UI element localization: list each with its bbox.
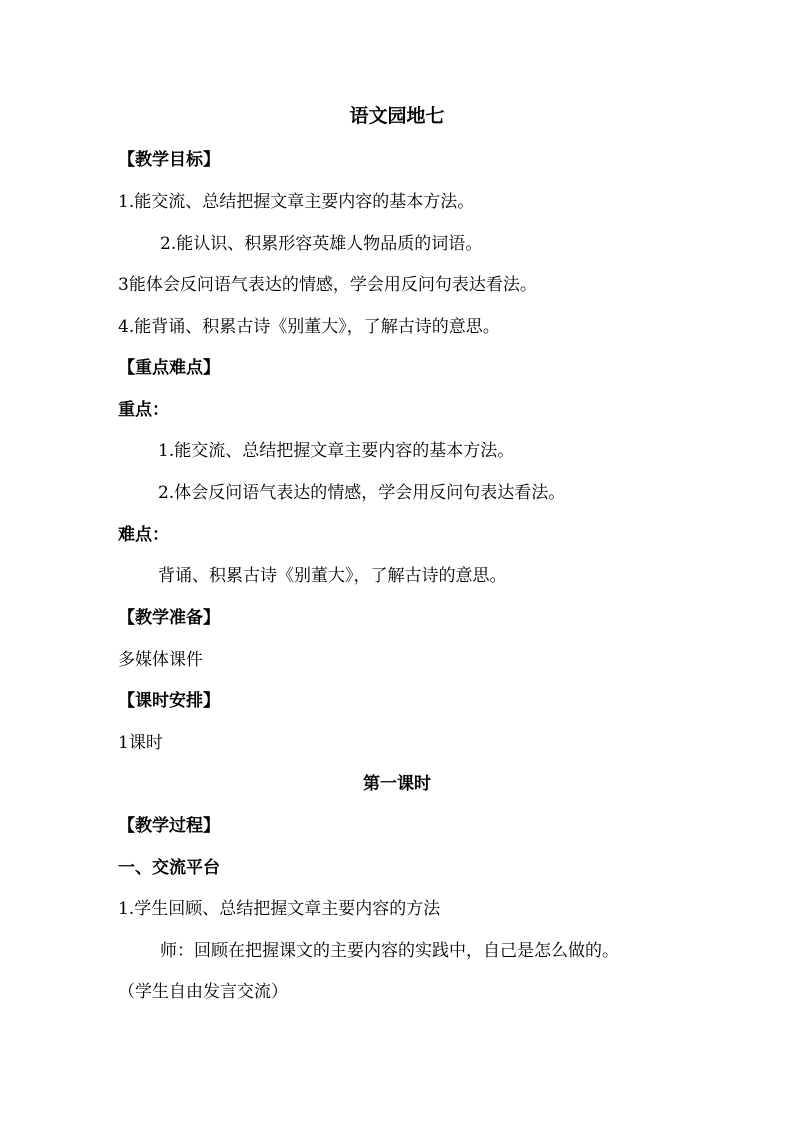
schedule-heading: 【课时安排】 — [118, 691, 220, 711]
part1-item-1: 1.学生回顾、总结把握文章主要内容的方法 — [118, 899, 441, 919]
objective-item-3: 3能体会反问语气表达的情感，学会用反问句表达看法。 — [118, 275, 537, 295]
teacher-line: 师：回顾在把握课文的主要内容的实践中，自己是怎么做的。 — [160, 941, 619, 961]
objective-item-4: 4.能背诵、积累古诗《别董大》，了解古诗的意思。 — [118, 317, 500, 337]
objectives-heading: 【教学目标】 — [118, 150, 220, 170]
objective-item-1: 1.能交流、总结把握文章主要内容的基本方法。 — [118, 192, 475, 212]
key-points-label: 重点： — [118, 400, 169, 420]
key-point-2: 2.体会反问语气表达的情感，学会用反问句表达看法。 — [158, 483, 566, 503]
process-heading: 【教学过程】 — [118, 816, 220, 836]
key-point-1: 1.能交流、总结把握文章主要内容的基本方法。 — [158, 441, 515, 461]
part1-heading: 一、交流平台 — [118, 858, 220, 878]
preparation-heading: 【教学准备】 — [118, 608, 220, 628]
lesson-title: 第一课时 — [363, 774, 431, 794]
preparation-text: 多媒体课件 — [118, 650, 203, 670]
schedule-text: 1课时 — [118, 733, 163, 753]
key-difficulty-heading: 【重点难点】 — [118, 358, 220, 378]
objective-item-2: 2.能认识、积累形容英雄人物品质的词语。 — [160, 234, 483, 254]
document-title: 语文园地七 — [349, 105, 445, 127]
difficulty-text: 背诵、积累古诗《别董大》，了解古诗的意思。 — [158, 566, 507, 586]
student-line: （学生自由发言交流） — [118, 982, 288, 1002]
difficulty-label: 难点： — [118, 525, 169, 545]
